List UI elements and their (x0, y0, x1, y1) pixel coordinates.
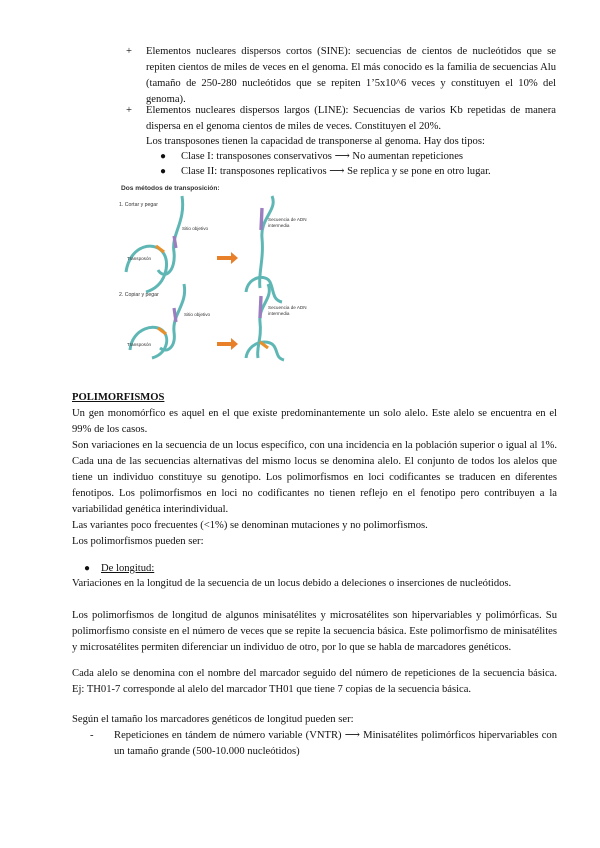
polimorfismos-p1: Un gen monomórfico es aquel en el que existe predominantemente un solo alelo. Este alelo se encuentra en el 99% de los casos. (72, 408, 557, 435)
sine-text: Elementos nucleares dispersos cortos (SINE): secuencias de cientos de nucleótidos que se repiten cientos de miles de veces en el genoma. El más conocido es la familia de secuencias Alu (tamaño de 250-280 nucleótidos que se repiten 1’5x10^6 veces y constituyen el 10% del genoma). (146, 46, 556, 105)
sine-bullet (126, 44, 556, 108)
length-title: De longitud: (101, 563, 155, 574)
bullet-dot-icon: ● (84, 563, 91, 574)
plus-bullet-icon: + (126, 46, 132, 57)
strand-1b (126, 246, 167, 292)
line-text: Elementos nucleares dispersos largos (LINE): Secuencias de varios Kb repetidas de manera dispersa en el genoma cientos de miles de veces. Constituyen el 20%. (146, 105, 556, 132)
transposon-class-1-text: Clase I: transposones conservativos ⟶ No aumentan repeticiones (181, 151, 464, 162)
transposon-label-2: Transposón (127, 342, 152, 347)
target-site-label-2: Sitio objetivo (184, 312, 211, 317)
length-p4: Según el tamaño los marcadores genéticos de longitud pueden ser: (72, 714, 354, 725)
arrow-right-icon (217, 252, 238, 264)
polimorfismos-heading: POLIMORFISMOS (72, 392, 165, 403)
length-p2: Los polimorfismos de longitud de algunos minisatélites y microsatélites son hipervariables y polimórficas. Su polimorfismo consiste en el número de veces que se repite la secuencia básica. Este polimorfismo de minisatélites y microsatélites permiten diferenciar un individuo de otro, por lo que se habla de marcadores genéticos. (72, 610, 557, 653)
transposition-figure (116, 182, 342, 362)
polimorfismos-p3: Las variantes poco frecuentes (<1%) se denominan mutaciones y no polimorfismos. (72, 520, 428, 531)
length-p3: Cada alelo se denomina con el nombre del marcador seguido del número de repeticiones de la secuencia básica. Ej: TH01-7 corresponde al alelo del marcador TH01 que tiene 7 copias de la secuencia básica. (72, 668, 557, 695)
target-site-2a (174, 308, 176, 322)
transposon-class-2-text: Clase II: transposones replicativos ⟶ Se replica y se pone en otro lugar. (181, 166, 491, 177)
bullet-dot-icon: ● (160, 166, 167, 177)
length-bullet (84, 561, 154, 577)
arrow-right-icon (217, 338, 238, 350)
inserted-seq-1 (261, 208, 262, 230)
strand-2a (160, 284, 185, 350)
bullet-dot-icon: ● (160, 151, 167, 162)
method-2-label: 2. Copiar y pegar (119, 292, 159, 298)
figure-title: Dos métodos de transposición: (121, 185, 220, 192)
dash-bullet-icon: - (90, 730, 94, 741)
transposon-class-2 (160, 164, 491, 180)
target-site-label-1: Sitio objetivo (182, 226, 209, 231)
line-bullet (126, 103, 556, 135)
transposons-intro: Los transposones tienen la capacidad de transponerse al genoma. Hay dos tipos: (146, 136, 485, 147)
inserted-seq-label-2a: Secuencia de ADN (268, 305, 307, 310)
inserted-seq-label-1b: intermedia (268, 223, 290, 228)
vntr-text: Repeticiones en tándem de número variable (VNTR) ⟶ Minisatélites polimórficos hipervariables con un tamaño grande (500-10.000 nucleótidos) (114, 730, 557, 757)
strand-1a (158, 196, 183, 274)
inserted-seq-label-2b: intermedia (268, 311, 290, 316)
vntr-item (90, 728, 557, 760)
method-1-label: 1. Cortar y pegar (119, 202, 158, 208)
plus-bullet-icon: + (126, 105, 132, 116)
transposon-label-1: Transposón (127, 256, 152, 261)
polimorfismos-p4: Los polimorfismos pueden ser: (72, 536, 204, 547)
transposon-class-1 (160, 149, 463, 165)
target-site-1a (174, 236, 176, 248)
polimorfismos-p2: Son variaciones en la secuencia de un locus específico, con una incidencia en la población superior o igual al 1%. Cada una de las secuencias alternativas del mismo locus se denomina alelo. El conjunto de todos los alelos que tiene un individuo constituye su genotipo. Los polimorfismos en loci codificantes se traducen en diferentes fenotipos. Los polimorfismos en loci no codificantes no tienen reflejo en el fenotipo pero contribuyen a la variabilidad genética interindividual. (72, 440, 557, 515)
length-p1: Variaciones en la longitud de la secuencia de un locus debido a deleciones o inserciones de nucleótidos. (72, 578, 512, 589)
inserted-seq-label-1a: Secuencia de ADN (268, 217, 307, 222)
inserted-seq-2 (260, 296, 261, 318)
strand-1d (246, 277, 282, 302)
